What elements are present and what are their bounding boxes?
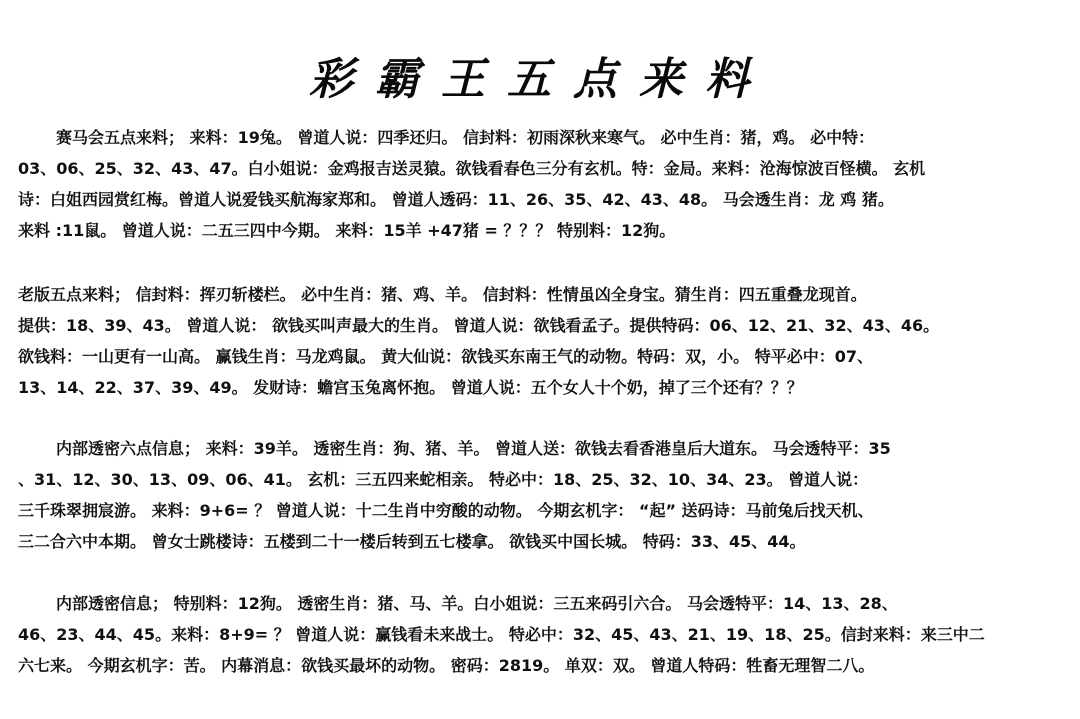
section-internal-six-point [18,433,1068,557]
text-line: 诗：白姐西园赏红梅。曾道人说爱钱买航海家郑和。 曾道人透码：11、26、35、42、43、48。 马会透生肖：龙 鸡 猪。 [18,190,894,209]
text-line: 欲钱料：一山更有一山高。 赢钱生肖：马龙鸡鼠。 黄大仙说：欲钱买东南王气的动物。特码：双，小。 特平必中：07、 [18,347,873,366]
text-line: 来料 :11鼠。 曾道人说：二五三四中今期。 来料：15羊 +47猪 = ？？？ 特别料：12狗。 [18,221,676,240]
text-line: 老版五点来料； 信封料：挥刃斩楼栏。 必中生肖：猪、鸡、羊。 信封料：性情虽凶全身宝。猜生肖：四五重叠龙现首。 [18,285,867,304]
text-line: 提供：18、39、43。 曾道人说： 欲钱买叫声最大的生肖。 曾道人说：欲钱看孟子。提供特码：06、12、21、32、43、46。 [18,316,940,335]
text-line: 内部透密六点信息； 来料：39羊。 透密生肖：狗、猪、羊。 曾道人送：欲钱去看香港皇后大道东。 马会透特平：35 [56,439,891,458]
section-old-five-point [18,279,1068,403]
text-line: 三千珠翠拥宸游。 来料：9+6= ？ 曾道人说：十二生肖中穷酸的动物。 今期玄机字： “起” 送码诗：马前兔后找天机、 [18,501,874,520]
text-line: 、31、12、30、13、09、06、41。 玄机：三五四来蛇相亲。 特必中：18、25、32、10、34、23。 曾道人说： [18,470,869,489]
text-line: 46、23、44、45。来料：8+9= ？ 曾道人说：赢钱看未来战士。 特必中：32、45、43、21、19、18、25。信封来料：来三中二 [18,625,985,644]
text-line: 三二合六中本期。 曾女士跳楼诗：五楼到二十一楼后转到五七楼拿。 欲钱买中国长城。 特码：33、45、44。 [18,532,806,551]
text-line: 13、14、22、37、39、49。 发财诗：蟾宫玉兔离怀抱。 曾道人说：五个女人十个奶，掉了三个还有？？？ [18,378,803,397]
section-saima-five-point [18,122,1068,246]
text-line: 赛马会五点来料； 来料：19兔。 曾道人说：四季还归。 信封料：初雨深秋来寒气。 必中生肖：猪，鸡。 必中特： [56,128,875,147]
section-internal-info [18,588,1068,681]
text-line: 03、06、25、32、43、47。白小姐说：金鸡报吉送灵猿。欲钱看春色三分有玄机。特：金局。来料：沧海惊波百怪横。 玄机 [18,159,926,178]
text-line: 六七来。 今期玄机字：苦。 内幕消息：欲钱买最坏的动物。 密码：2819。 单双：双。 曾道人特码：牲畜无理智二八。 [18,656,875,675]
text-line: 内部透密信息； 特别料：12狗。 透密生肖：猪、马、羊。白小姐说：三五来码引六合。 马会透特平：14、13、28、 [56,594,898,613]
page-title: 彩霸王五点来料 [309,54,771,105]
